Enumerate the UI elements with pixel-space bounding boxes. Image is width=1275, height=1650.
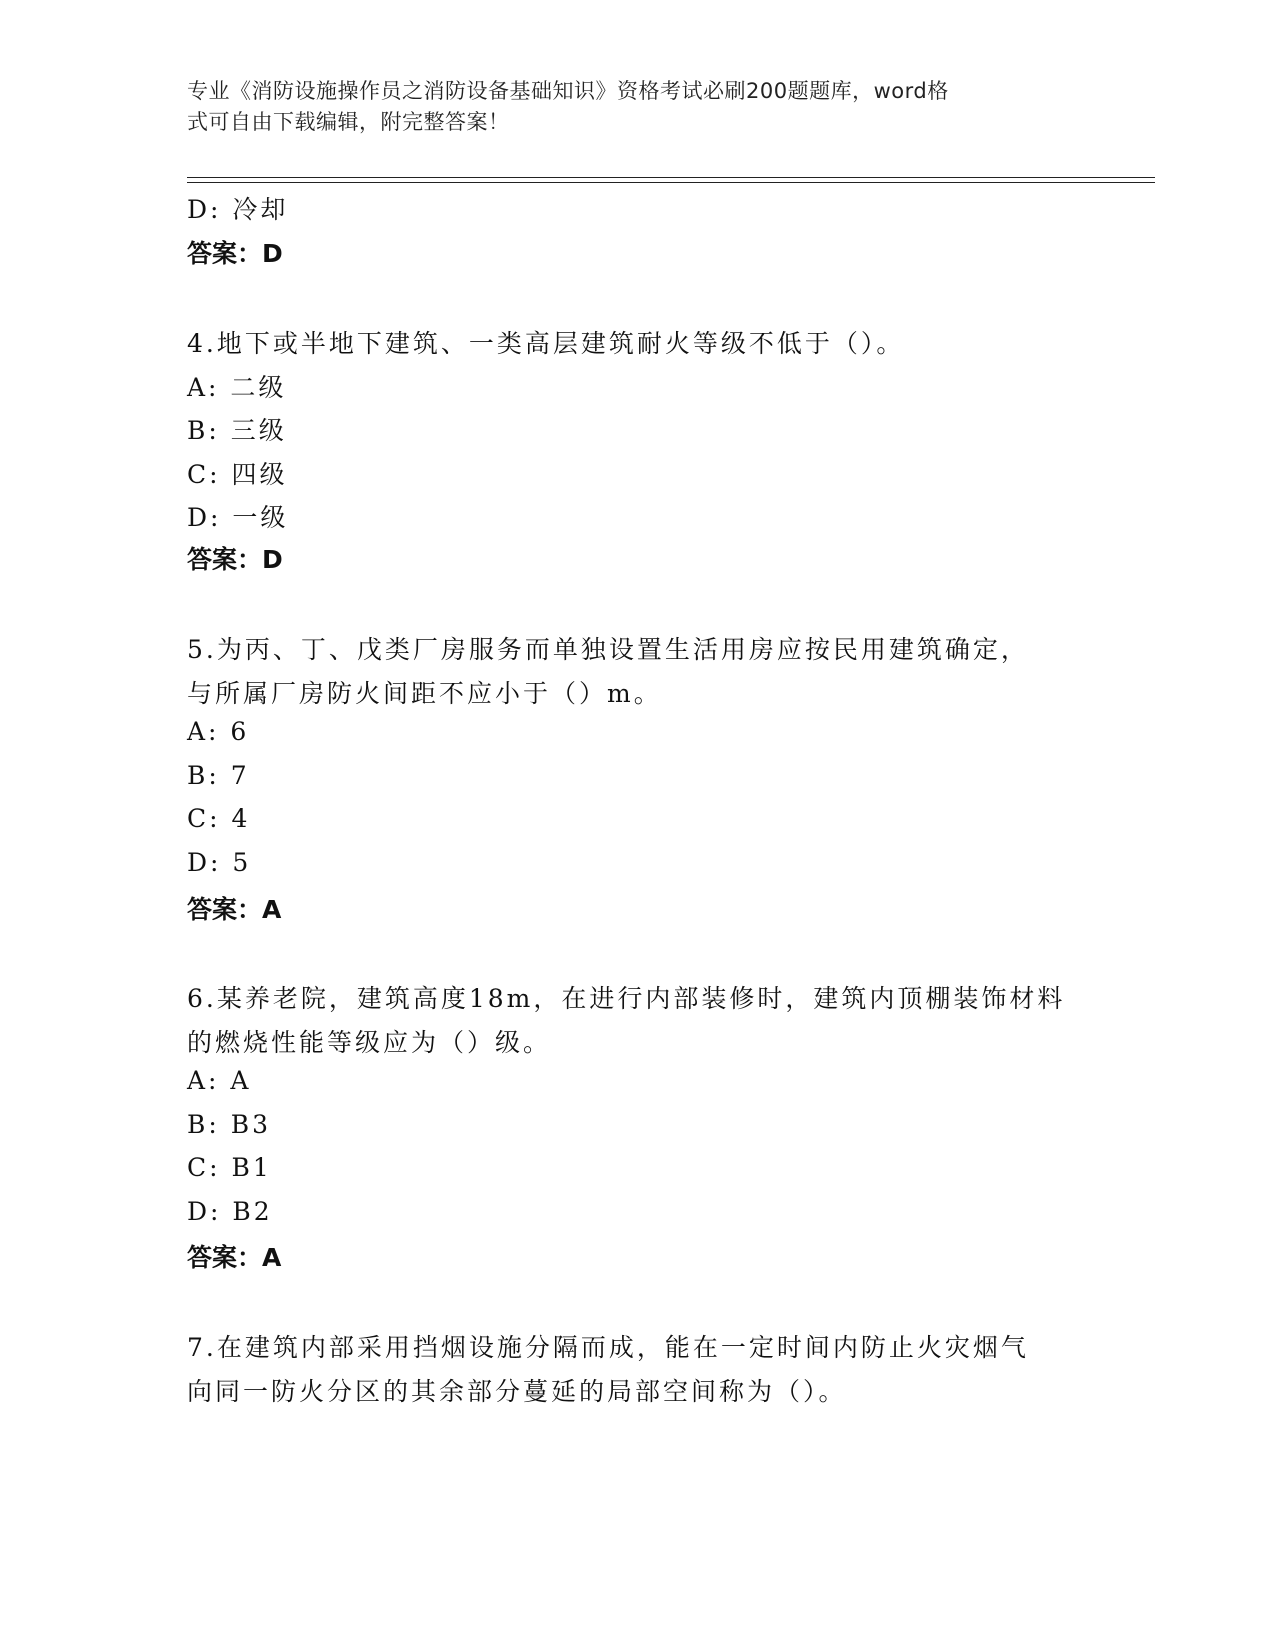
header-divider-bottom xyxy=(187,182,1155,183)
q5-option-c: C: 4 xyxy=(187,804,251,833)
document-header xyxy=(187,76,1067,138)
q4-stem: 4.地下或半地下建筑、一类高层建筑耐火等级不低于（）。 xyxy=(187,329,905,358)
q6-stem-line-1: 6.某养老院，建筑高度18m，在进行内部装修时，建筑内顶棚装饰材料 xyxy=(187,984,1066,1013)
q4-option-b: B: 三级 xyxy=(187,416,287,445)
q5-stem-line-1: 5.为丙、丁、戊类厂房服务而单独设置生活用房应按民用建筑确定， xyxy=(187,635,1029,664)
q6-option-d: D: B2 xyxy=(187,1197,273,1226)
q5-option-b: B: 7 xyxy=(187,761,250,790)
q6-answer: 答案：A xyxy=(187,1243,282,1272)
q5-stem-line-2: 与所属厂房防火间距不应小于（）m。 xyxy=(187,679,662,708)
q7-stem-line-2: 向同一防火分区的其余部分蔓延的局部空间称为（）。 xyxy=(187,1377,847,1406)
header-line-1: 专业《消防设施操作员之消防设备基础知识》资格考试必刷200题题库，word格 xyxy=(187,79,949,103)
q4-option-c: C: 四级 xyxy=(187,460,288,489)
header-line-2: 式可自由下载编辑，附完整答案！ xyxy=(187,110,510,134)
q6-option-a: A: A xyxy=(187,1066,252,1095)
prev-option-d: D: 冷却 xyxy=(187,195,289,224)
q4-option-d: D: 一级 xyxy=(187,503,289,532)
q7-stem-line-1: 7.在建筑内部采用挡烟设施分隔而成，能在一定时间内防止火灾烟气 xyxy=(187,1333,1029,1362)
q5-answer: 答案：A xyxy=(187,895,282,924)
q5-option-a: A: 6 xyxy=(187,717,250,746)
q6-option-b: B: B3 xyxy=(187,1110,272,1139)
q6-option-c: C: B1 xyxy=(187,1153,272,1182)
q4-answer: 答案：D xyxy=(187,545,283,574)
header-divider-top xyxy=(187,177,1155,178)
q5-option-d: D: 5 xyxy=(187,848,252,877)
q4-option-a: A: 二级 xyxy=(187,373,287,402)
prev-answer: 答案：D xyxy=(187,239,283,268)
q6-stem-line-2: 的燃烧性能等级应为（）级。 xyxy=(187,1028,552,1057)
